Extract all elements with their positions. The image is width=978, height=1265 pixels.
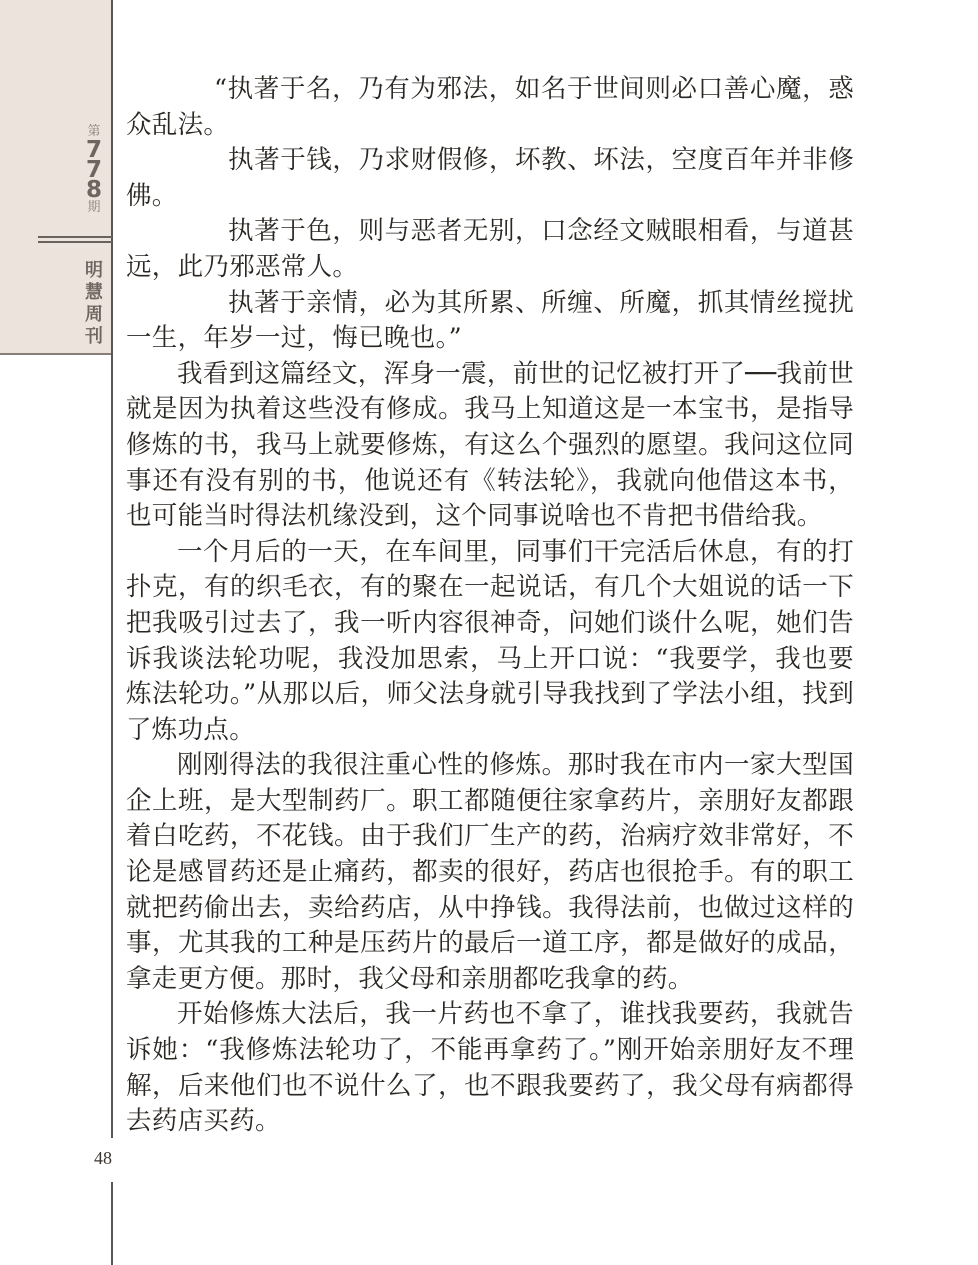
paragraph: 开始修炼大法后，我一片药也不拿了，谁找我要药，我就告诉她：“我修炼法轮功了，不能再拿药了。”刚开始亲朋好友不理解，后来他们也不说什么了，也不跟我要药了，我父母有病都得去药店买药。 [126,999,854,1137]
article-body [126,72,854,1140]
paragraph: 执著于色，则与恶者无别，口念经文贼眼相看，与道甚远，此乃邪恶常人。 [126,216,854,282]
paragraph: 一个月后的一天，在车间里，同事们干完活后休息，有的打扑克，有的织毛衣，有的聚在一起说话，有几个大姐说的话一下把我吸引过去了，我一听内容很神奇，问她们谈什么呢，她们告诉我谈法轮功呢，我没加思索，马上开口说：“我要学，我也要炼法轮功。”从那以后，师父法身就引导我找到了学法小组，找到了炼功点。 [126,536,854,745]
issue-digit: 7 [85,137,102,163]
paragraph: 我看到这篇经文，浑身一震，前世的记忆被打开了──我前世就是因为执着这些没有修成。我马上知道这是一本宝书，是指导修炼的书，我马上就要修炼，有这么个强烈的愿望。我问这位同事还有没有别的书，他说还有《转法轮》，我就向他借这本书，也可能当时得法机缘没到，这个同事说啥也不肯把书借给我。 [126,358,854,532]
page-number: 48 [94,1148,112,1168]
issue-prefix: 第 [87,124,101,139]
divider-line [38,241,112,243]
issue-suffix: 期 [87,200,101,215]
magazine-title-char: 慧 [85,282,103,303]
paragraph: “执著于名，乃有为邪法，如名于世间则必口善心魔，惑众乱法。 [126,74,854,140]
magazine-title-char: 周 [85,304,103,325]
paragraph: 执著于钱，乃求财假修，坏教、坏法，空度百年并非修佛。 [126,145,854,211]
magazine-title [80,260,108,348]
magazine-title-char: 明 [85,260,103,281]
issue-digit: 8 [85,177,102,203]
paragraph: 执著于亲情，必为其所累、所缠、所魔，抓其情丝搅扰一生，年岁一过，悔已晚也。” [126,287,854,354]
magazine-title-char: 刊 [85,326,103,347]
paragraph: 刚刚得法的我很注重心性的修炼。那时我在市内一家大型国企上班，是大型制药厂。职工都随便往家拿药片，亲朋好友都跟着白吃药，不花钱。由于我们厂生产的药，治病疗效非常好，不论是感冒药还是止痛药，都卖的很好，药店也很抢手。有的职工就把药偷出去，卖给药店，从中挣钱。我得法前，也做过这样的事，尤其我的工种是压药片的最后一道工序，都是做好的成品，拿走更方便。那时，我父母和亲朋都吃我拿的药。 [126,750,854,994]
issue-number [72,124,116,216]
divider-line [38,236,112,238]
issue-digit: 7 [85,157,102,183]
